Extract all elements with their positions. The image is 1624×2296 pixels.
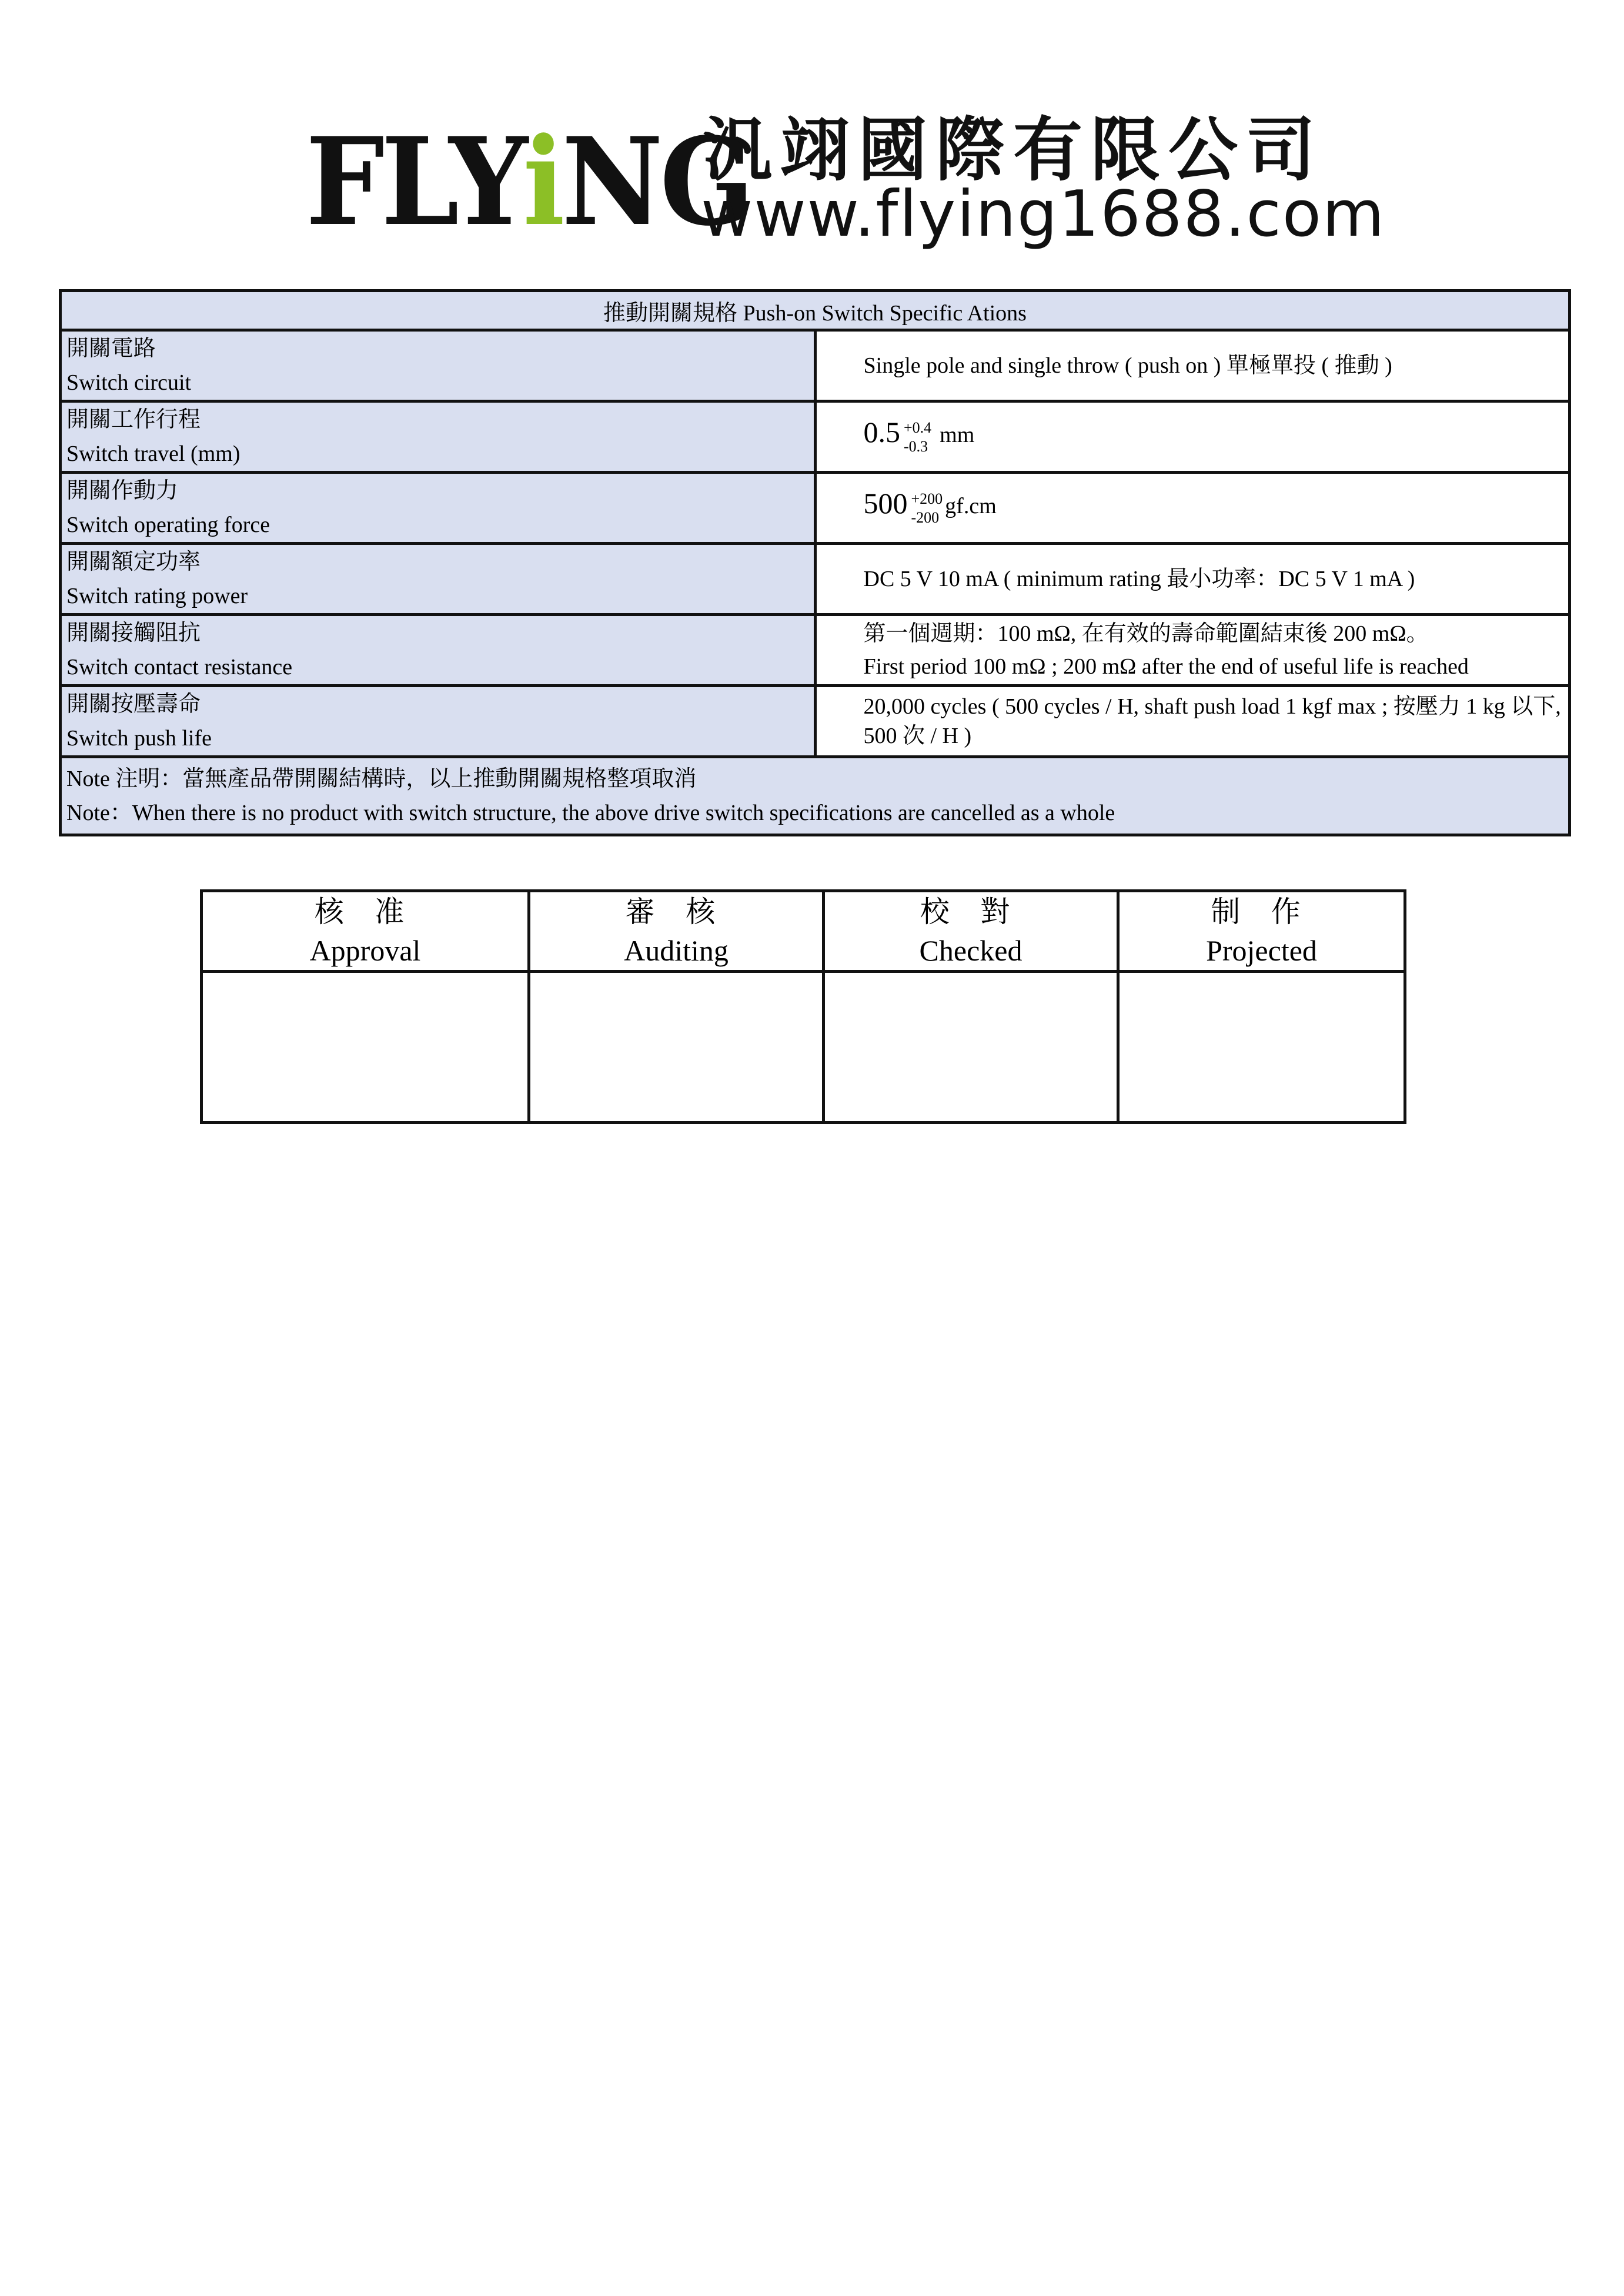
travel-tolerance: +0.4 -0.3: [904, 419, 932, 455]
header: [306, 109, 1386, 253]
travel-unit: mm: [940, 423, 975, 448]
checked-signature-box[interactable]: [824, 972, 1118, 1123]
logo-prefix: FLY: [306, 112, 523, 253]
website-link[interactable]: www.flying1688.com: [701, 178, 1386, 251]
auditing-header: 審 核 Auditing: [529, 891, 824, 972]
row-label: 開關接觸阻抗 Switch contact resistance: [61, 615, 816, 686]
auditing-signature-box[interactable]: [529, 972, 824, 1123]
row-label: 開關電路 Switch circuit: [61, 330, 816, 401]
projected-signature-box[interactable]: [1118, 972, 1405, 1123]
row-value: [815, 473, 1570, 544]
row-value: Single pole and single throw ( push on ) 單極單投 ( 推動 ): [815, 330, 1570, 401]
force-unit: gf.cm: [945, 494, 997, 519]
force-value: 500: [863, 487, 908, 520]
row-value: 20,000 cycles ( 500 cycles / H, shaft push load 1 kgf max ; 按壓力 1 kg 以下, 500 次 / H ): [815, 686, 1570, 757]
row-value: 第一個週期：100 mΩ, 在有效的壽命範圍結束後 200 mΩ。 First period 100 mΩ ; 200 mΩ after the end of useful life is reached: [815, 615, 1570, 686]
spec-table-title: 推動開關規格 Push-on Switch Specific Ations: [61, 291, 1570, 330]
note-cell: [61, 757, 1570, 835]
approval-signature-box[interactable]: [202, 972, 529, 1123]
force-tolerance: +200 -200: [911, 490, 943, 526]
table-row: [61, 401, 1570, 473]
row-label: 開關作動力 Switch operating force: [61, 473, 816, 544]
projected-header: 制 作 Projected: [1118, 891, 1405, 972]
travel-value: 0.5: [863, 416, 900, 449]
checked-header: 校 對 Checked: [824, 891, 1118, 972]
spec-table: [59, 289, 1571, 836]
signature-table: [200, 889, 1406, 1124]
logo-i: i: [523, 112, 562, 253]
approval-header: 核 准 Approval: [202, 891, 529, 972]
row-label: 開關按壓壽命 Switch push life: [61, 686, 816, 757]
note-en: Note：When there is no product with switch structure, the above drive switch specifications are cancelled as a whole: [66, 801, 1115, 825]
row-value: [815, 401, 1570, 473]
row-label: 開關工作行程 Switch travel (mm): [61, 401, 816, 473]
table-row: [61, 686, 1570, 757]
table-row: [61, 473, 1570, 544]
table-row: [61, 544, 1570, 615]
note-cn: Note 注明：當無產品帶開關結構時，以上推動開關規格整項取消: [66, 767, 697, 791]
flying-logo: [306, 112, 751, 253]
table-row: [61, 330, 1570, 401]
row-value: DC 5 V 10 mA ( minimum rating 最小功率：DC 5 V 1 mA ): [815, 544, 1570, 615]
row-label: 開關額定功率 Switch rating power: [61, 544, 816, 615]
company-name: 汎翊國際有限公司: [703, 109, 1324, 190]
logo-suffix: NG: [562, 112, 751, 253]
table-row: [61, 615, 1570, 686]
